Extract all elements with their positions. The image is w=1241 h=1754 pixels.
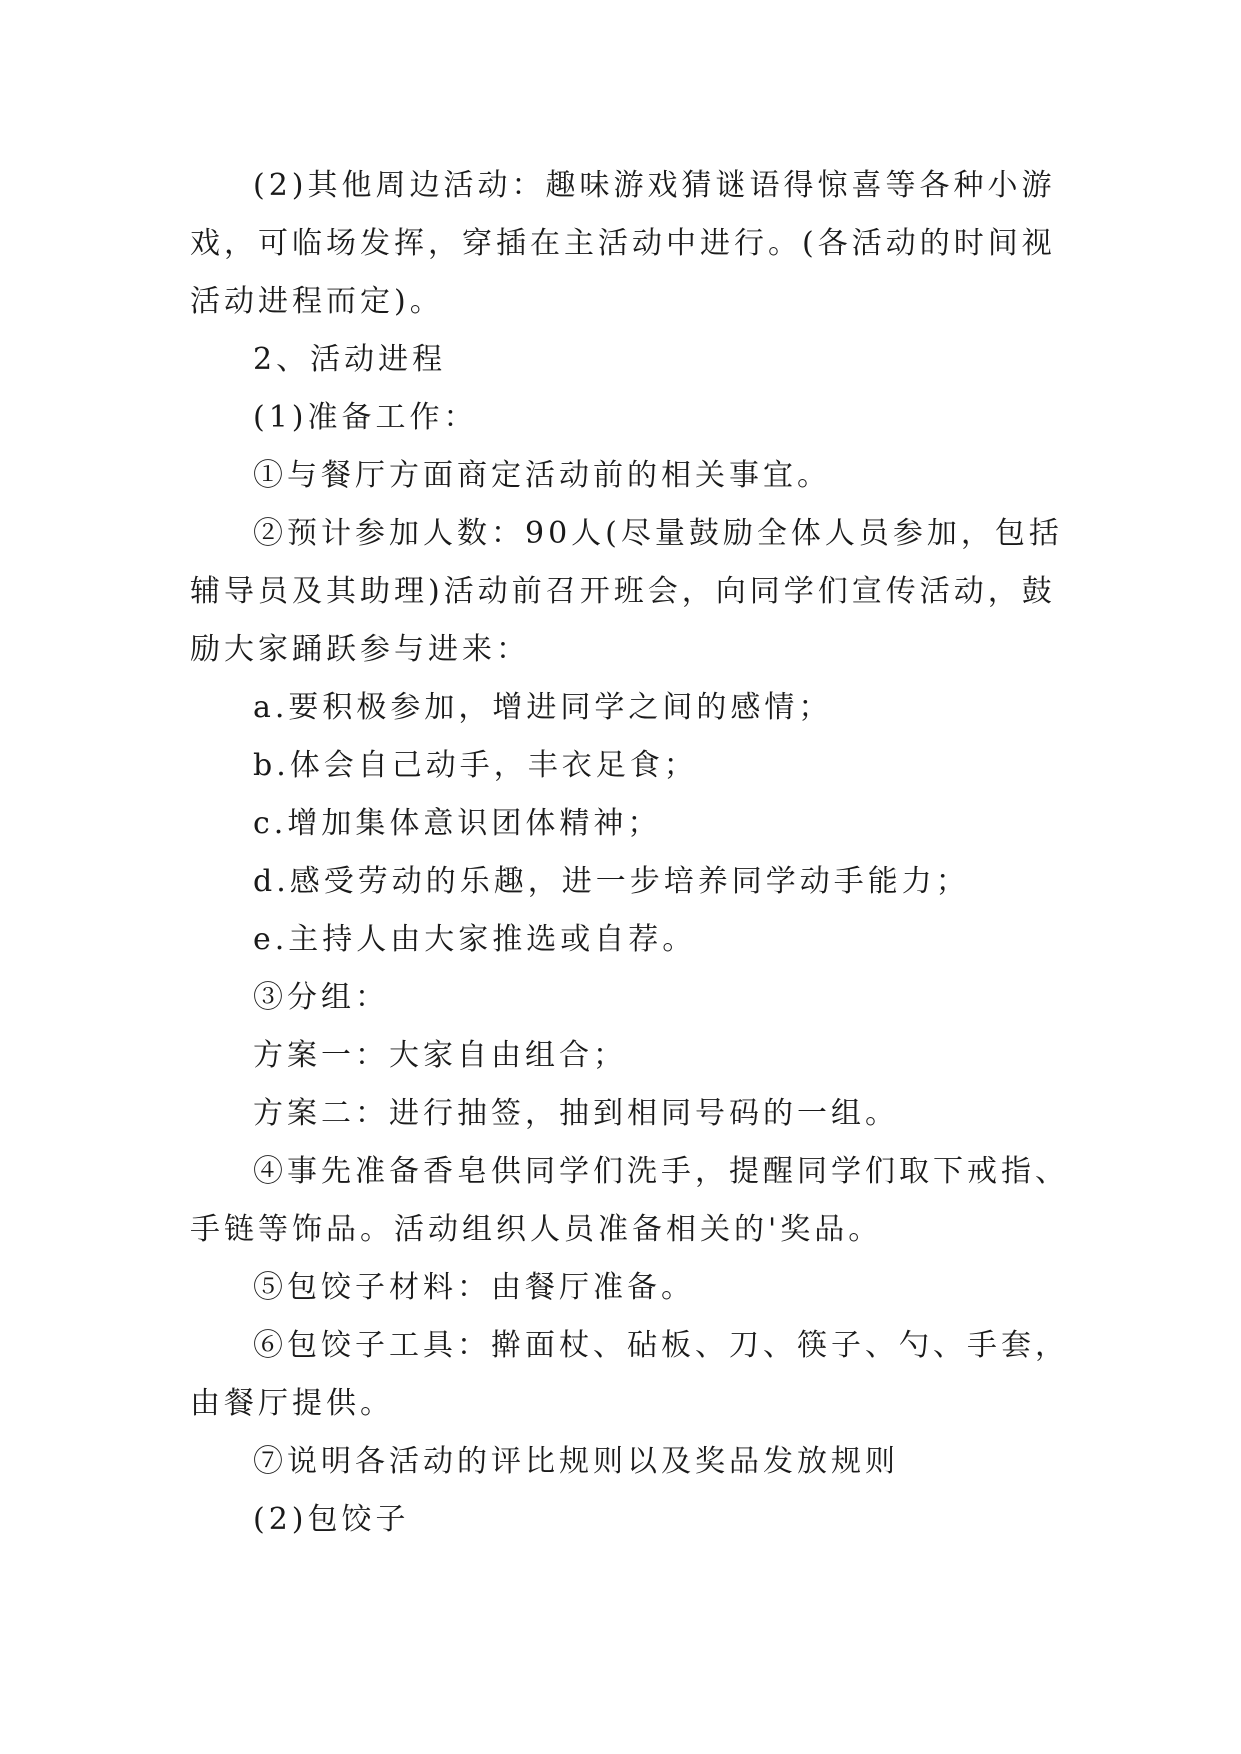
paragraph-line: ②预计参加人数：90人(尽量鼓励全体人员参加，包括 [253,516,1063,551]
paragraph-line: ④事先准备香皂供同学们洗手，提醒同学们取下戒指、 [253,1154,1069,1189]
paragraph-line: 方案二：进行抽签，抽到相同号码的一组。 [253,1096,899,1131]
subsection-heading: (1)准备工作： [253,400,478,435]
paragraph-line: 辅导员及其助理)活动前召开班会，向同学们宣传活动，鼓 [190,574,1056,609]
paragraph-line: 励大家踊跃参与进来： [190,632,530,667]
paragraph-line: ③分组： [253,980,389,1015]
section-heading: 2、活动进程 [253,342,447,377]
paragraph-line: 戏，可临场发挥，穿插在主活动中进行。(各活动的时间视 [190,226,1056,261]
paragraph-line: 由餐厅提供。 [190,1386,394,1421]
paragraph-line: ⑤包饺子材料：由餐厅准备。 [253,1270,695,1305]
list-item: c.增加集体意识团体精神； [253,806,662,841]
subsection-heading: (2)包饺子 [253,1502,410,1537]
paragraph-line: ⑥包饺子工具：擀面杖、砧板、刀、筷子、勺、手套， [253,1328,1069,1363]
paragraph-line: 方案一：大家自由组合； [253,1038,627,1073]
list-item: e.主持人由大家推选或自荐。 [253,922,697,957]
list-item: b.体会自己动手，丰衣足食； [253,748,698,783]
paragraph-line: ⑦说明各活动的评比规则以及奖品发放规则 [253,1444,899,1479]
paragraph-line: 活动进程而定)。 [190,284,444,319]
list-item: d.感受劳动的乐趣，进一步培养同学动手能力； [253,864,970,899]
paragraph-line: (2)其他周边活动：趣味游戏猜谜语得惊喜等各种小游 [253,168,1056,203]
paragraph-line: ①与餐厅方面商定活动前的相关事宜。 [253,458,831,493]
paragraph-line: 手链等饰品。活动组织人员准备相关的'奖品。 [190,1212,883,1247]
list-item: a.要积极参加，增进同学之间的感情； [253,690,833,725]
